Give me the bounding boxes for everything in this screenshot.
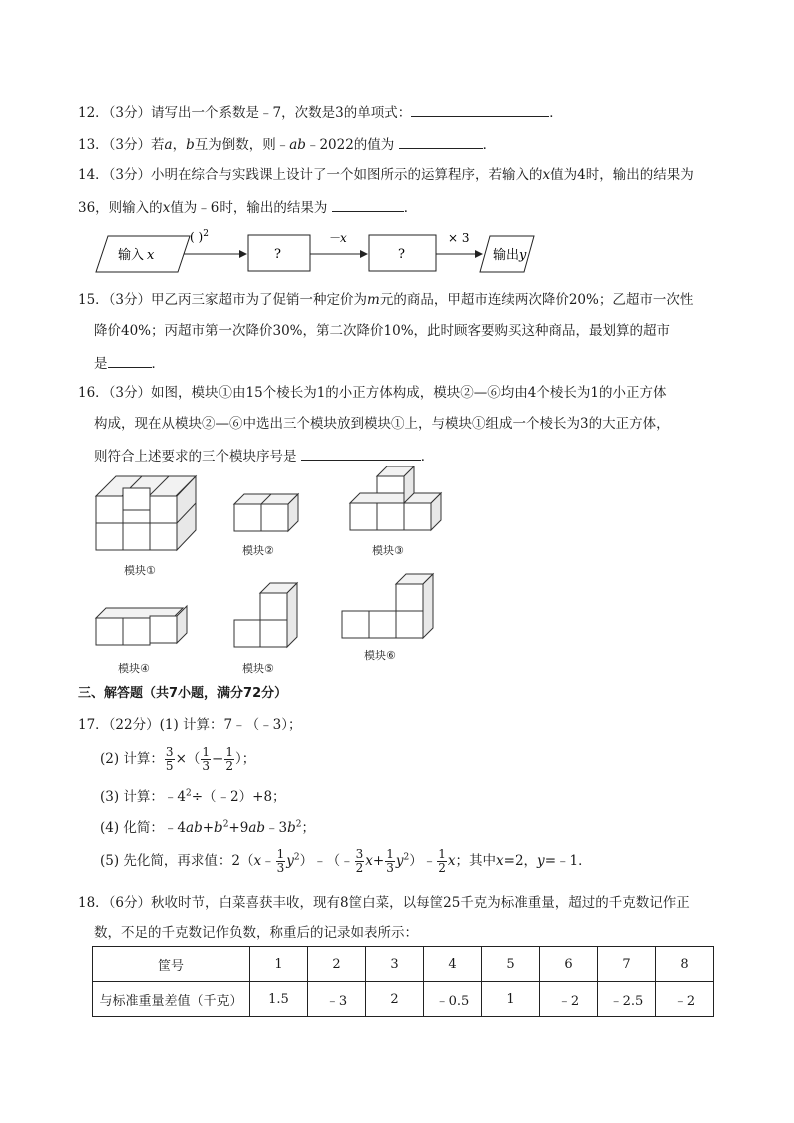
question-17-part-3: (3) 计算：$﹣4^2\div(﹣2)+8$； xyxy=(100,788,286,805)
table-header-cell: 筐号 xyxy=(93,947,250,982)
table-cell: 7 xyxy=(598,947,656,982)
table-cell: ﹣2 xyxy=(656,982,714,1017)
module-3-label: 模块③ xyxy=(372,544,404,557)
module-5-label: 模块⑤ xyxy=(242,662,274,675)
question-17-part-5: (5) 先化简，再求值：2（x﹣ $\frac{1}{3}$ $y^2)﹣(﹣$ $\frac{3}{2}$ x+ $\frac{1}{3}$ $y^2)﹣$ $\frac{1}{2}$ x；其中x=2，y=﹣1． xyxy=(100,847,592,875)
fraction-1-2: $\frac{1}{2}$ xyxy=(225,745,233,773)
table-cell: 1 xyxy=(250,947,308,982)
table-cell: 4 xyxy=(424,947,482,982)
module-3-figure xyxy=(350,466,441,530)
question-15-line-3: 是 ． xyxy=(78,353,165,373)
table-cell: 5 xyxy=(482,947,540,982)
module-2-figure xyxy=(234,494,298,531)
module-4-label: 模块④ xyxy=(118,662,150,675)
module-5-figure xyxy=(234,583,297,647)
question-16-line-3: 则符合上述要求的三个模块序号是 ． xyxy=(78,446,434,466)
question-17-part-2: (2) 计算： $\frac{3}{5}$ ×（ $\frac{1}{3}$ − $\frac{1}{2}$ ）； xyxy=(100,745,256,773)
answer-blank-14[interactable] xyxy=(332,197,404,212)
question-13: 13．（3分）若a，b互为倒数，则﹣ab﹣2022的值为 ． xyxy=(78,134,496,154)
table-row xyxy=(93,947,714,982)
table-cell: ﹣3 xyxy=(308,982,366,1017)
op-times-3-label: × 3 xyxy=(448,231,470,245)
operation-flowchart xyxy=(94,226,544,278)
op-minus-x-label: －x xyxy=(328,231,347,245)
question-14-line-2: 36，则输入的x值为﹣6时，输出的结果为 ． xyxy=(78,197,417,217)
question-16-line-1: 16．（3分）如图，模块①由15个棱长为1的小正方体构成，模块②—⑥均由4个棱长为1的小正方体 xyxy=(78,385,667,401)
table-cell: 6 xyxy=(540,947,598,982)
module-1-label: 模块① xyxy=(124,564,156,577)
module-6-figure xyxy=(342,574,433,638)
process-box-2-label: ? xyxy=(398,247,405,262)
table-cell: ﹣2.5 xyxy=(598,982,656,1017)
question-18-line-2: 数，不足的千克数记作负数，称重后的记录如表所示： xyxy=(94,925,418,941)
module-1-figure xyxy=(96,476,196,550)
table-header-cell: 与标准重量差值（千克） xyxy=(93,982,250,1017)
output-label: 输出y xyxy=(493,248,527,263)
process-box-1-label: ? xyxy=(274,247,281,262)
answer-blank-15[interactable] xyxy=(108,353,152,368)
table-cell: 2 xyxy=(366,982,424,1017)
table-cell: 1.5 xyxy=(250,982,308,1017)
module-6-label: 模块⑥ xyxy=(364,649,396,662)
fraction-1-3: $\frac{1}{3}$ xyxy=(202,745,211,773)
cube-modules-figure xyxy=(92,466,452,676)
table-cell: ﹣0.5 xyxy=(424,982,482,1017)
question-14-line-1: 14．（3分）小明在综合与实践课上设计了一个如图所示的运算程序，若输入的x值为4时，输出的结果为 xyxy=(78,167,694,183)
answer-blank-13[interactable] xyxy=(399,134,483,149)
op-square-label: ( )$^2$ xyxy=(190,229,209,244)
answer-blank-16[interactable] xyxy=(301,446,421,461)
question-17-part-1: 17．（22分）(1) 计算：7﹣（﹣3）； xyxy=(78,717,302,733)
table-cell: ﹣2 xyxy=(540,982,598,1017)
table-cell: 2 xyxy=(308,947,366,982)
table-cell: 3 xyxy=(366,947,424,982)
question-12: 12．（3分）请写出一个系数是﹣7，次数是3的单项式： ． xyxy=(78,102,563,122)
table-row xyxy=(93,982,714,1017)
section-3-heading: 三、解答题（共7小题，满分72分） xyxy=(78,686,288,701)
question-15-line-2: 降价40%；丙超市第一次降价30%，第二次降价10%，此时顾客要购买这种商品，最划算的超市 xyxy=(94,323,671,339)
answer-blank-12[interactable] xyxy=(411,102,549,117)
table-cell: 8 xyxy=(656,947,714,982)
fraction-3-5: $\frac{3}{5}$ xyxy=(165,745,174,773)
question-16-line-2: 构成，现在从模块②—⑥中选出三个模块放到模块①上，与模块①组成一个棱长为3的大正方体， xyxy=(94,416,670,432)
question-17-part-4: (4) 化简：$﹣4ab+b^2+9ab﹣3b^2$； xyxy=(100,819,316,836)
weight-table xyxy=(92,946,714,1017)
input-label: 输入 x xyxy=(118,248,155,263)
module-4-figure xyxy=(96,606,187,645)
module-2-label: 模块② xyxy=(242,544,274,557)
question-15-line-1: 15．（3分）甲乙丙三家超市为了促销一种定价为m元的商品，甲超市连续两次降价20%；乙超市一次性 xyxy=(78,292,694,308)
question-18-line-1: 18．（6分）秋收时节，白菜喜获丰收，现有8筐白菜，以每筐25千克为标准重量，超过的千克数记作正 xyxy=(78,895,690,911)
table-cell: 1 xyxy=(482,982,540,1017)
